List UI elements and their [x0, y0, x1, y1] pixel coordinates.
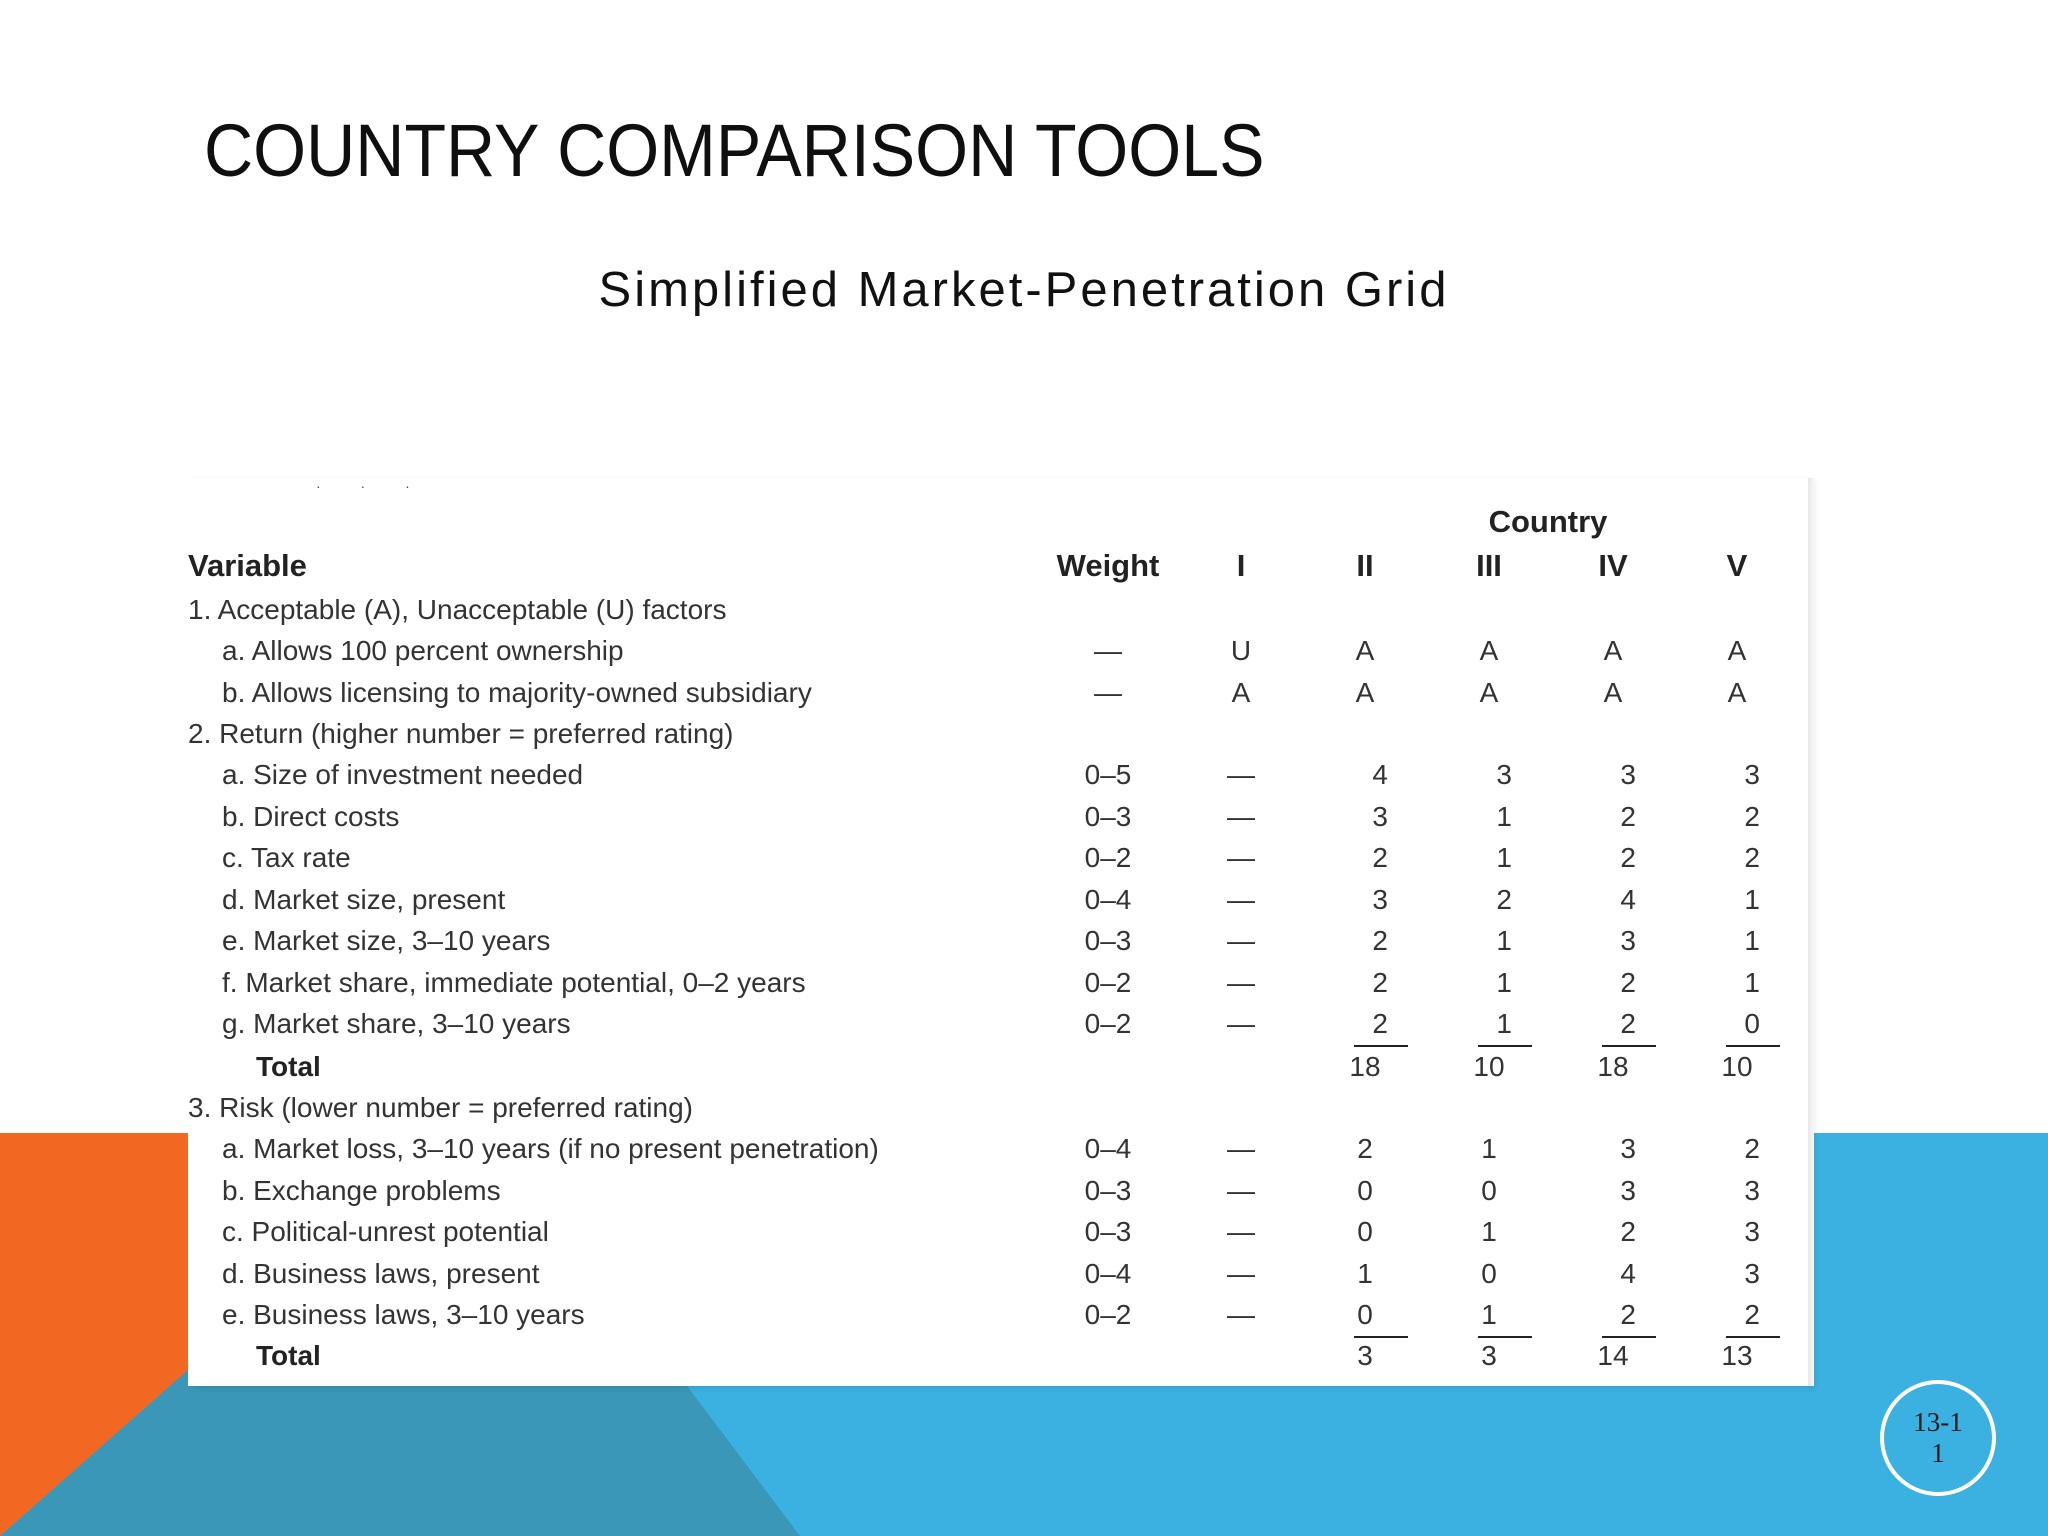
row-weight: 0–2: [1084, 1008, 1132, 1039]
cell-iv: 2: [1620, 1299, 1636, 1330]
cell-i: —: [1227, 1216, 1255, 1247]
table-row: [188, 590, 1808, 630]
cell-iv: 4: [1620, 1258, 1636, 1289]
row-weight: 0–3: [1084, 925, 1132, 956]
row-label: e. Market size, 3–10 years: [222, 925, 551, 956]
page-number: 13-11: [1913, 1407, 1963, 1468]
header-country-v: V: [1726, 548, 1748, 583]
cell-iii: 0: [1481, 1175, 1497, 1206]
cell-i: —: [1227, 842, 1255, 873]
cell-iii: A: [1479, 635, 1499, 666]
cell-iii: 1: [1496, 842, 1512, 873]
cell-ii: 0: [1357, 1216, 1373, 1247]
section-label: 3. Risk (lower number = preferred rating): [188, 1092, 693, 1123]
slide-subtitle: Simplified Market-Penetration Grid: [598, 263, 1450, 317]
table-row: [188, 921, 1808, 961]
table-row: [188, 797, 1808, 837]
cell-v: A: [1727, 635, 1747, 666]
slide-title: COUNTRY COMPARISON TOOLS: [204, 109, 1265, 192]
table-row-total: [188, 1336, 1808, 1376]
total-label: Total: [256, 1340, 321, 1371]
cell-v: 2: [1744, 842, 1760, 873]
table-row: [188, 880, 1808, 920]
total-iii: 10: [1473, 1051, 1505, 1082]
cell-iii: 1: [1481, 1299, 1497, 1330]
cell-v: 1: [1744, 925, 1760, 956]
table-row: [188, 1004, 1808, 1044]
row-label: d. Business laws, present: [222, 1258, 540, 1289]
cell-iv: 3: [1620, 1175, 1636, 1206]
row-weight: 0–2: [1084, 967, 1132, 998]
header-country-iii: III: [1476, 548, 1502, 583]
table-row: [188, 755, 1808, 795]
cell-iv: 2: [1620, 1216, 1636, 1247]
cell-iv: 2: [1620, 801, 1636, 832]
section-label: 1. Acceptable (A), Unacceptable (U) factors: [188, 594, 727, 625]
total-iv: 14: [1597, 1340, 1629, 1371]
cell-ii: 4: [1372, 759, 1388, 790]
table-row: [188, 673, 1808, 713]
table-row: [188, 714, 1808, 754]
cell-i: —: [1227, 1175, 1255, 1206]
cell-v: 2: [1744, 801, 1760, 832]
cell-v: 2: [1744, 1133, 1760, 1164]
cell-i: —: [1227, 1133, 1255, 1164]
cell-v: 3: [1744, 1258, 1760, 1289]
cell-v: 2: [1744, 1299, 1760, 1330]
cell-iii: 3: [1496, 759, 1512, 790]
header-variable: Variable: [188, 548, 307, 583]
row-label: d. Market size, present: [222, 884, 506, 915]
table-row: [188, 1129, 1808, 1169]
cell-iii: 1: [1496, 1008, 1512, 1039]
row-label: b. Allows licensing to majority-owned subsidiary: [222, 677, 812, 708]
row-label: g. Market share, 3–10 years: [222, 1008, 571, 1039]
row-label: e. Business laws, 3–10 years: [222, 1299, 585, 1330]
cell-ii: 2: [1372, 925, 1388, 956]
table-row: [188, 963, 1808, 1003]
cell-iv: A: [1603, 677, 1623, 708]
cell-ii: 2: [1372, 1008, 1388, 1039]
cell-iii: 1: [1496, 925, 1512, 956]
total-ii: 3: [1357, 1340, 1373, 1371]
cell-ii: 1: [1357, 1258, 1373, 1289]
cell-ii: 3: [1372, 884, 1388, 915]
row-label: b. Exchange problems: [222, 1175, 501, 1206]
table-row: [188, 1171, 1808, 1211]
cell-v: 3: [1744, 759, 1760, 790]
table-header-row: [188, 546, 1808, 586]
cell-iv: 2: [1620, 842, 1636, 873]
cell-iii: A: [1479, 677, 1499, 708]
cell-iii: 1: [1496, 967, 1512, 998]
cell-iv: 3: [1620, 925, 1636, 956]
cell-iv: 3: [1620, 759, 1636, 790]
section-label: 2. Return (higher number = preferred rating): [188, 718, 734, 749]
header-weight: Weight: [1056, 548, 1160, 583]
row-label: c. Political-unrest potential: [222, 1216, 549, 1247]
table-row: [188, 1254, 1808, 1294]
page-number-badge: [1880, 1380, 1996, 1496]
cell-ii: A: [1355, 677, 1375, 708]
total-v: 13: [1721, 1340, 1753, 1371]
cell-i: U: [1230, 635, 1252, 666]
country-header: Country: [1488, 504, 1608, 539]
cell-iv: 2: [1620, 967, 1636, 998]
header-country-ii: II: [1356, 548, 1374, 583]
cell-i: —: [1227, 759, 1255, 790]
cell-ii: 2: [1372, 842, 1388, 873]
cell-ii: 0: [1357, 1175, 1373, 1206]
total-iii: 3: [1481, 1340, 1497, 1371]
row-label: a. Size of investment needed: [222, 759, 584, 790]
total-label: Total: [256, 1051, 321, 1082]
row-weight: 0–4: [1084, 1133, 1132, 1164]
cell-i: —: [1227, 801, 1255, 832]
total-iv: 18: [1597, 1051, 1629, 1082]
cell-iii: 0: [1481, 1258, 1497, 1289]
cell-iii: 1: [1481, 1133, 1497, 1164]
total-ii: 18: [1349, 1051, 1381, 1082]
row-weight: 0–2: [1084, 842, 1132, 873]
row-weight: 0–3: [1084, 1216, 1132, 1247]
row-label: b. Direct costs: [222, 801, 400, 832]
cell-v: 3: [1744, 1175, 1760, 1206]
cell-v: A: [1727, 677, 1747, 708]
market-penetration-table: [188, 478, 1808, 1386]
cell-ii: 3: [1372, 801, 1388, 832]
row-label: f. Market share, immediate potential, 0–2 years: [222, 967, 806, 998]
cell-i: —: [1227, 1258, 1255, 1289]
cell-iv: A: [1603, 635, 1623, 666]
header-country-iv: IV: [1598, 548, 1628, 583]
cell-iv: 3: [1620, 1133, 1636, 1164]
cell-i: —: [1227, 967, 1255, 998]
cell-i: A: [1231, 677, 1251, 708]
row-label: c. Tax rate: [222, 842, 351, 873]
cell-i: —: [1227, 884, 1255, 915]
cell-iii: 1: [1496, 801, 1512, 832]
row-weight: 0–5: [1084, 759, 1132, 790]
row-weight: —: [1094, 677, 1122, 708]
row-weight: 0–3: [1084, 801, 1132, 832]
cell-iv: 4: [1620, 884, 1636, 915]
cell-v: 0: [1744, 1008, 1760, 1039]
row-label: a. Allows 100 percent ownership: [222, 635, 624, 666]
cell-i: —: [1227, 1008, 1255, 1039]
cell-iii: 2: [1496, 884, 1512, 915]
cell-ii: A: [1355, 635, 1375, 666]
table-row-total: [188, 1047, 1808, 1087]
cell-v: 3: [1744, 1216, 1760, 1247]
row-weight: 0–4: [1084, 884, 1132, 915]
table-row: [188, 631, 1808, 671]
cell-ii: 2: [1372, 967, 1388, 998]
table-row: [188, 1088, 1808, 1128]
row-label: a. Market loss, 3–10 years (if no present penetration): [222, 1133, 879, 1164]
cell-ii: 2: [1357, 1133, 1373, 1164]
cell-iii: 1: [1481, 1216, 1497, 1247]
row-weight: 0–3: [1084, 1175, 1132, 1206]
table-top-marks: · · ·: [316, 478, 428, 494]
table-row: [188, 1295, 1808, 1335]
table-shadow-edge: [1808, 478, 1814, 1386]
row-weight: 0–4: [1084, 1258, 1132, 1289]
table-row: [188, 838, 1808, 878]
cell-i: —: [1227, 1299, 1255, 1330]
table-row: [188, 1212, 1808, 1252]
cell-v: 1: [1744, 967, 1760, 998]
row-weight: 0–2: [1084, 1299, 1132, 1330]
header-country-i: I: [1236, 548, 1246, 583]
total-v: 10: [1721, 1051, 1753, 1082]
cell-ii: 0: [1357, 1299, 1373, 1330]
row-weight: —: [1094, 635, 1122, 666]
cell-i: —: [1227, 925, 1255, 956]
cell-iv: 2: [1620, 1008, 1636, 1039]
cell-v: 1: [1744, 884, 1760, 915]
